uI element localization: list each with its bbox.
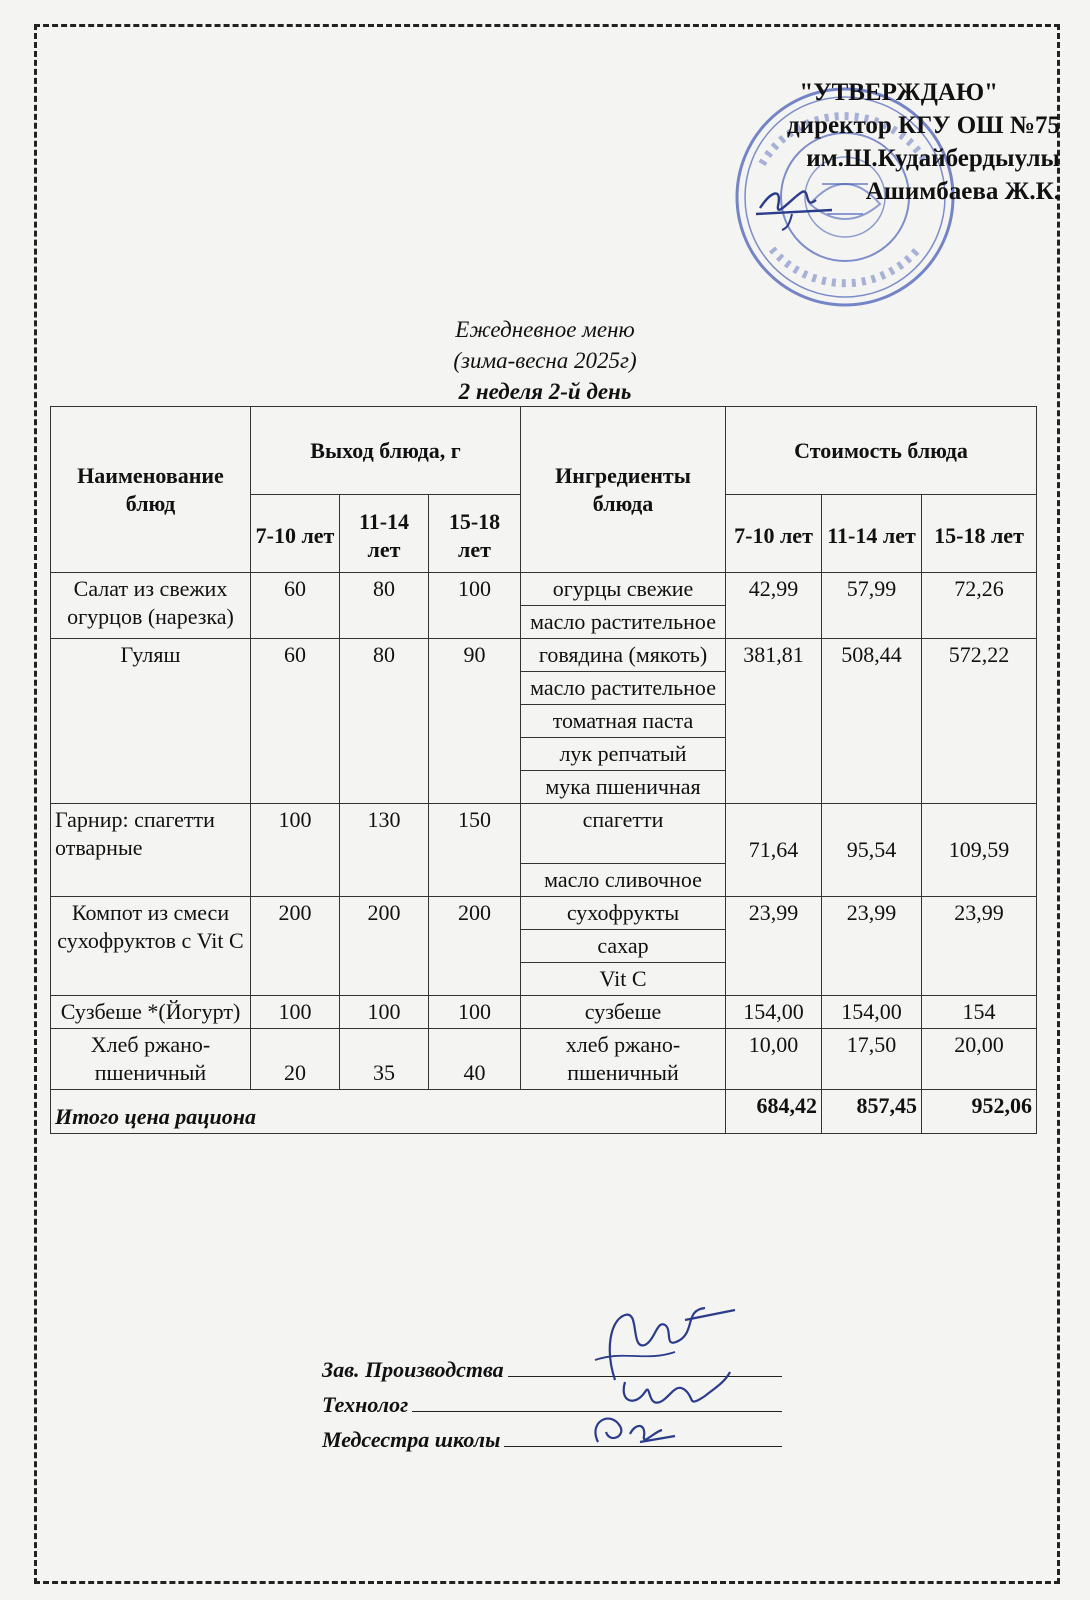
menu-title: [250, 314, 840, 407]
yield-15-18: 150: [429, 804, 521, 897]
header-cost: Стоимость блюда: [726, 407, 1037, 495]
yield-11-14: 80: [340, 639, 429, 804]
approval-position: директор КГУ ОШ №75: [787, 112, 1060, 139]
yield-7-10: 60: [251, 573, 340, 639]
table-row: [51, 573, 1037, 606]
school-nurse-label: Медсестра школы: [322, 1427, 501, 1452]
dish-name: Гарнир: спагетти отварные: [51, 804, 251, 897]
cost-11-14: 17,50: [822, 1029, 922, 1090]
cost-7-10: 71,64: [726, 804, 822, 897]
title-line-2: (зима-весна 2025г): [453, 348, 637, 373]
director-signature: [752, 170, 842, 232]
dish-name: Гуляш: [51, 639, 251, 804]
yield-7-10: 100: [251, 804, 340, 897]
yield-11-14: 35: [340, 1029, 429, 1090]
cost-15-18: 23,99: [922, 897, 1037, 996]
approval-director-name: Ашимбаева Ж.К.: [865, 178, 1060, 205]
header-cost-age-11-14: 11-14 лет: [822, 495, 922, 573]
cost-15-18: 72,26: [922, 573, 1037, 639]
yield-15-18: 90: [429, 639, 521, 804]
yield-11-14: 200: [340, 897, 429, 996]
total-cost-11-14: 857,45: [822, 1090, 922, 1134]
yield-15-18: 200: [429, 897, 521, 996]
school-nurse-signature: [580, 1402, 680, 1452]
header-yield-age-7-10: 7-10 лет: [251, 495, 340, 573]
cost-7-10: 10,00: [726, 1029, 822, 1090]
table-row: [51, 996, 1037, 1029]
yield-11-14: 80: [340, 573, 429, 639]
ingredient: масло растительное: [521, 672, 726, 705]
header-dish-name: Наименование блюд: [51, 407, 251, 573]
yield-15-18: 100: [429, 573, 521, 639]
ingredient: сахар: [521, 930, 726, 963]
production-manager-label: Зав. Производства: [322, 1357, 504, 1382]
title-line-1: Ежедневное меню: [455, 317, 635, 342]
yield-7-10: 200: [251, 897, 340, 996]
ingredient: огурцы свежие: [521, 573, 726, 606]
total-label: Итого цена рациона: [51, 1090, 726, 1134]
cost-7-10: 23,99: [726, 897, 822, 996]
cost-15-18: 109,59: [922, 804, 1037, 897]
ingredient: масло растительное: [521, 606, 726, 639]
dish-name: Салат из свежих огурцов (нарезка): [51, 573, 251, 639]
cost-11-14: 57,99: [822, 573, 922, 639]
yield-11-14: 130: [340, 804, 429, 897]
total-cost-15-18: 952,06: [922, 1090, 1037, 1134]
cost-7-10: 381,81: [726, 639, 822, 804]
cost-15-18: 572,22: [922, 639, 1037, 804]
cost-15-18: 154: [922, 996, 1037, 1029]
approval-school-name: им.Ш.Кудайбердыулы: [806, 145, 1060, 172]
table-row: [51, 897, 1037, 930]
dish-name: Компот из смеси сухофруктов с Vit C: [51, 897, 251, 996]
total-cost-7-10: 684,42: [726, 1090, 822, 1134]
header-yield-age-15-18: 15-18 лет: [429, 495, 521, 573]
cost-11-14: 23,99: [822, 897, 922, 996]
header-yield-age-11-14: 11-14 лет: [340, 495, 429, 573]
total-row: [51, 1090, 1037, 1134]
cost-11-14: 508,44: [822, 639, 922, 804]
table-row: [51, 804, 1037, 864]
ingredient: хлеб ржано-пшеничный: [521, 1029, 726, 1090]
ingredient: Vit C: [521, 963, 726, 996]
ingredient: томатная паста: [521, 705, 726, 738]
yield-11-14: 100: [340, 996, 429, 1029]
table-row: [51, 1029, 1037, 1090]
ingredient: сухофрукты: [521, 897, 726, 930]
menu-table: [50, 406, 1037, 1134]
technologist-label: Технолог: [322, 1392, 409, 1417]
yield-15-18: 40: [429, 1029, 521, 1090]
approval-heading: "УТВЕРЖДАЮ": [799, 79, 998, 106]
yield-7-10: 20: [251, 1029, 340, 1090]
dish-name: Хлеб ржано-пшеничный: [51, 1029, 251, 1090]
cost-7-10: 154,00: [726, 996, 822, 1029]
yield-7-10: 60: [251, 639, 340, 804]
header-cost-age-15-18: 15-18 лет: [922, 495, 1037, 573]
ingredient: говядина (мякоть): [521, 639, 726, 672]
header-ingredients: Ингредиенты блюда: [521, 407, 726, 573]
yield-15-18: 100: [429, 996, 521, 1029]
cost-15-18: 20,00: [922, 1029, 1037, 1090]
ingredient: спагетти: [521, 804, 726, 864]
cost-11-14: 154,00: [822, 996, 922, 1029]
header-cost-age-7-10: 7-10 лет: [726, 495, 822, 573]
ingredient: лук репчатый: [521, 738, 726, 771]
ingredient: масло сливочное: [521, 864, 726, 897]
yield-7-10: 100: [251, 996, 340, 1029]
ingredient: сузбеше: [521, 996, 726, 1029]
signature-row-nurse: [322, 1422, 782, 1457]
cost-11-14: 95,54: [822, 804, 922, 897]
header-yield: Выход блюда, г: [251, 407, 521, 495]
title-line-3: 2 неделя 2-й день: [458, 379, 632, 404]
dish-name: Сузбеше *(Йогурт): [51, 996, 251, 1029]
table-row: [51, 639, 1037, 672]
ingredient: мука пшеничная: [521, 771, 726, 804]
cost-7-10: 42,99: [726, 573, 822, 639]
